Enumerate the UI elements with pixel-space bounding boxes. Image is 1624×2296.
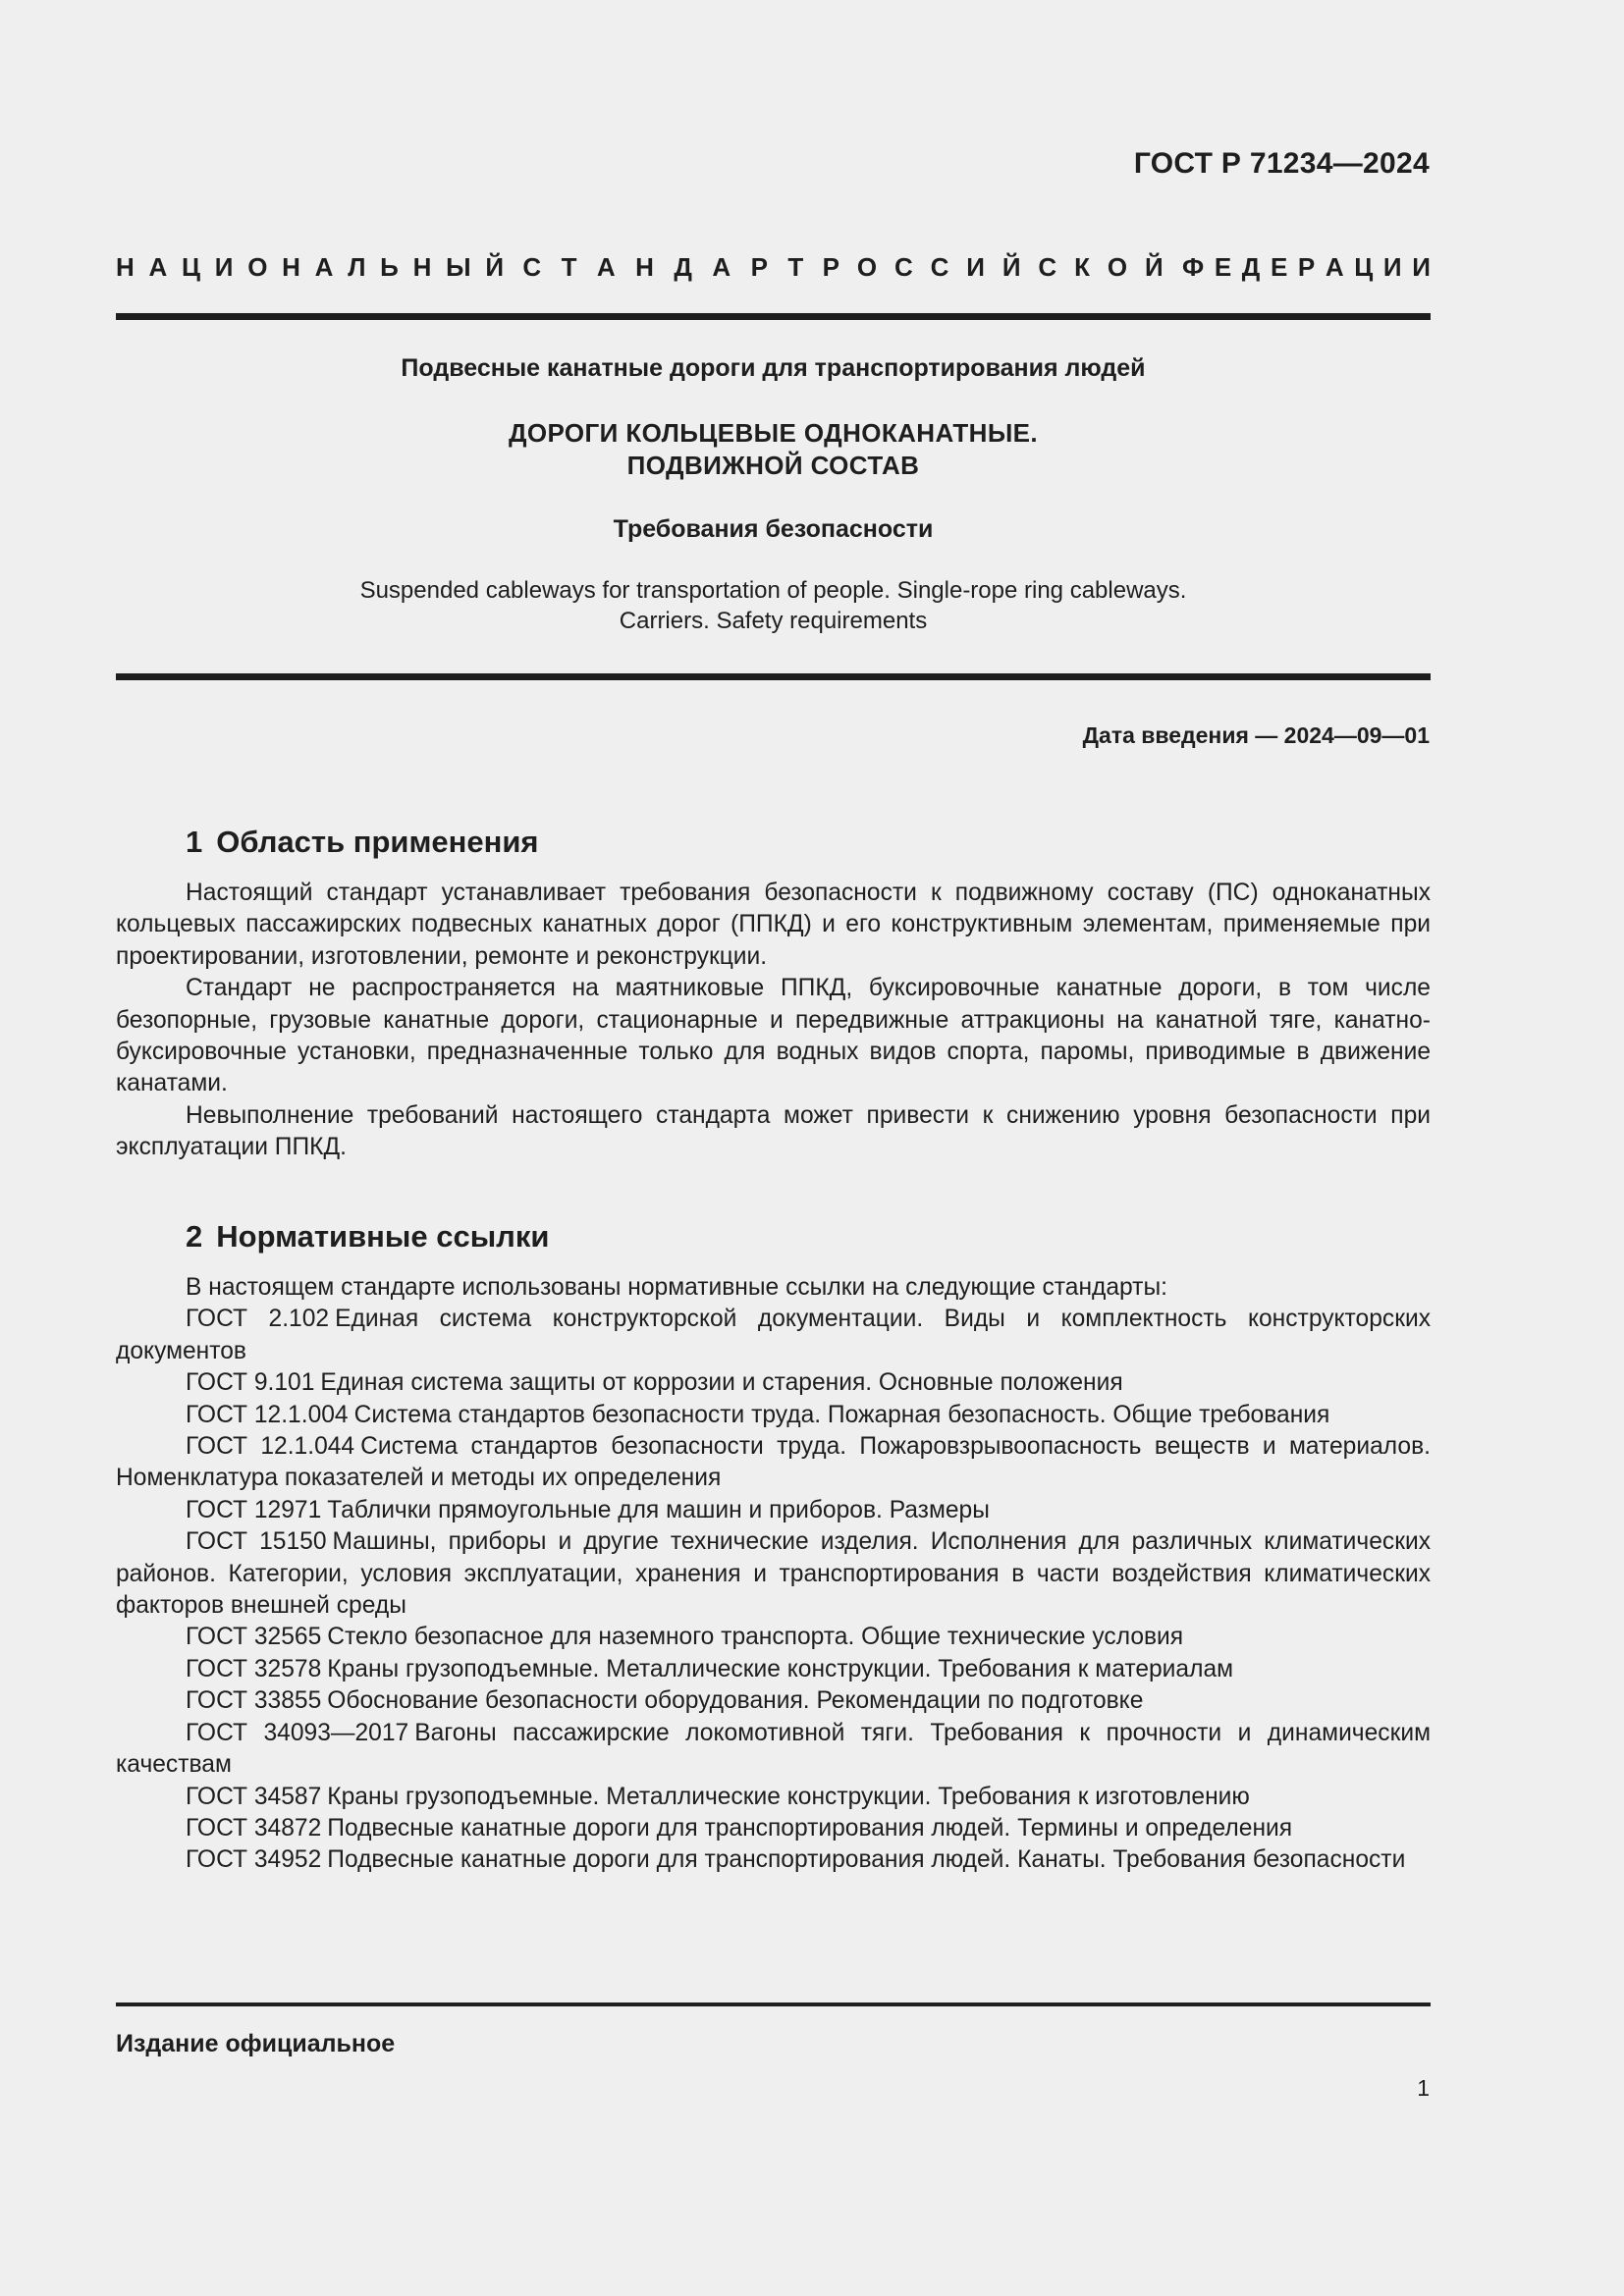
reference-title: Машины, приборы и другие технические изделия. Исполнения для различных климатических районов. Категории, условия эксплуатации, хранения и транспортирования в части воздействия климатических факторов внешней среды <box>116 1528 1431 1620</box>
national-standard-heading <box>116 252 1431 283</box>
english-title-line-1: Suspended cableways for transportation of people. Single-rope ring cableways. <box>359 577 1187 604</box>
reference-title: Краны грузоподъемные. Металлические конструкции. Требования к изготовлению <box>327 1783 1250 1810</box>
introduction-date: Дата введения — 2024—09—01 <box>1082 722 1430 748</box>
reference-code: ГОСТ 15150 <box>186 1528 327 1556</box>
national-word-1: Н А Ц И О Н А Л Ь Н Ы Й <box>116 252 504 282</box>
main-title-line-2: ПОДВИЖНОЙ СОСТАВ <box>626 451 920 480</box>
reference-title: Таблички прямоугольные для машин и приборов. Размеры <box>327 1496 990 1523</box>
reference-code: ГОСТ 9.101 <box>186 1369 315 1397</box>
reference-code: ГОСТ 34952 <box>186 1846 322 1874</box>
reference-title: Система стандартов безопасности труда. Пожаровзрывоопасность веществ и материалов. Номенклатура показателей и методы их определения <box>116 1433 1431 1492</box>
section-1-heading <box>116 823 1431 862</box>
main-title-line-1: ДОРОГИ КОЛЬЦЕВЫЕ ОДНОКАНАТНЫЕ. <box>508 418 1039 448</box>
scope-paragraph: Невыполнение требований настоящего стандарта может привести к снижению уровня безопасности при эксплуатации ППКД. <box>116 1101 1431 1161</box>
references-intro: В настоящем стандарте использованы нормативные ссылки на следующие стандарты: <box>186 1274 1167 1301</box>
section-normative-references <box>116 1217 1431 1877</box>
reference-item <box>116 1495 1431 1526</box>
reference-title: Подвесные канатные дороги для транспортирования людей. Термины и определения <box>327 1814 1293 1842</box>
scope-paragraph: Стандарт не распространяется на маятниковые ППКД, буксировочные канатные дороги, в том числе безопорные, грузовые канатные дороги, стационарные и передвижные аттракционы на канатной тяге, канатно-буксировочные установки, предназначенные только для водных видов спорта, паромы, приводимые в движение канатами. <box>116 975 1431 1097</box>
reference-title: Подвесные канатные дороги для транспортирования людей. Канаты. Требования безопасности <box>327 1846 1406 1874</box>
reference-item <box>116 1685 1431 1717</box>
reference-title: Единая система защиты от коррозии и старения. Основные положения <box>320 1369 1123 1397</box>
reference-item <box>116 1367 1431 1399</box>
reference-title: Краны грузоподъемные. Металлические конструкции. Требования к материалам <box>327 1655 1234 1682</box>
reference-code: ГОСТ 33855 <box>186 1687 322 1715</box>
section-2-heading <box>116 1217 1431 1256</box>
reference-code: ГОСТ 34587 <box>186 1783 322 1810</box>
section-2-title: Нормативные ссылки <box>216 1219 550 1254</box>
references-list <box>116 1304 1431 1876</box>
reference-item <box>116 1844 1431 1876</box>
reference-item <box>116 1622 1431 1653</box>
reference-title: Единая система конструкторской документации. Виды и комплектность конструкторских документов <box>116 1306 1431 1364</box>
footer-rule <box>116 2002 1431 2006</box>
reference-item <box>116 1526 1431 1622</box>
title-bottom-rule <box>116 673 1431 680</box>
national-word-3: Р О С С И Й С К О Й <box>822 252 1164 282</box>
scope-paragraph: Настоящий стандарт устанавливает требования безопасности к подвижному составу (ПС) одноканатных кольцевых пассажирских подвесных канатных дорог (ППКД) и его конструктивным элементам, применяемые при проектировании, изготовлении, ремонте и реконструкции. <box>116 880 1431 970</box>
reference-item <box>116 1813 1431 1844</box>
reference-item <box>116 1304 1431 1367</box>
subtitle: Требования безопасности <box>613 515 934 543</box>
series-title: Подвесные канатные дороги для транспортирования людей <box>401 354 1146 382</box>
reference-code: ГОСТ 12971 <box>186 1496 322 1523</box>
reference-code: ГОСТ 32565 <box>186 1624 322 1651</box>
section-scope <box>116 823 1431 1164</box>
section-2-number: 2 <box>186 1219 203 1254</box>
official-edition-label: Издание официальное <box>116 2030 396 2057</box>
reference-item <box>116 1782 1431 1813</box>
reference-title: Система стандартов безопасности труда. Пожарная безопасность. Общие требования <box>353 1401 1330 1428</box>
top-rule <box>116 313 1431 320</box>
section-1-number: 1 <box>186 825 203 859</box>
reference-item <box>116 1718 1431 1782</box>
reference-code: ГОСТ 34093—2017 <box>186 1719 409 1746</box>
national-word-2: С Т А Н Д А Р Т <box>522 252 804 282</box>
reference-code: ГОСТ 32578 <box>186 1655 322 1682</box>
reference-code: ГОСТ 34872 <box>186 1814 322 1842</box>
reference-item <box>116 1654 1431 1685</box>
page-number: 1 <box>1417 2075 1430 2101</box>
reference-code: ГОСТ 12.1.004 <box>186 1401 349 1428</box>
reference-item <box>116 1400 1431 1431</box>
section-1-title: Область применения <box>216 825 539 859</box>
english-title <box>116 575 1431 636</box>
main-title <box>116 417 1431 482</box>
reference-item <box>116 1431 1431 1495</box>
reference-title: Вагоны пассажирские локомотивной тяги. Требования к прочности и динамическим качествам <box>116 1719 1431 1779</box>
reference-title: Стекло безопасное для наземного транспорта. Общие технические условия <box>327 1624 1184 1651</box>
reference-title: Обоснование безопасности оборудования. Рекомендации по подготовке <box>327 1687 1144 1715</box>
standard-number: ГОСТ Р 71234—2024 <box>1133 147 1430 180</box>
reference-code: ГОСТ 2.102 <box>186 1306 330 1333</box>
reference-code: ГОСТ 12.1.044 <box>186 1433 355 1461</box>
english-title-line-2: Carriers. Safety requirements <box>619 608 928 634</box>
national-word-4: Ф Е Д Е Р А Ц И И <box>1181 252 1431 282</box>
